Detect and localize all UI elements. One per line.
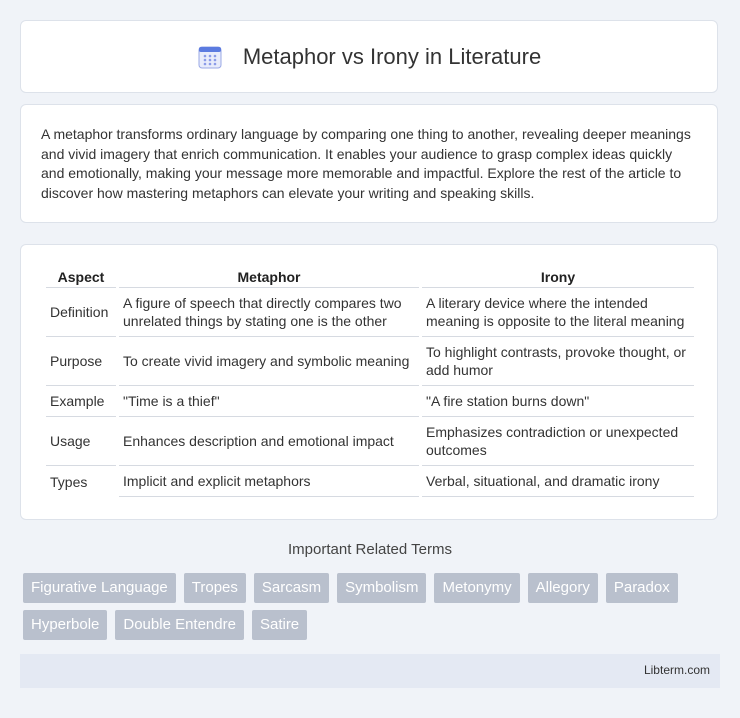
row-aspect: Example (46, 386, 116, 417)
row-aspect: Usage (46, 417, 116, 466)
calendar-grid-icon (197, 44, 223, 70)
row-aspect: Purpose (46, 337, 116, 386)
row-irony: A literary device where the intended meaning is opposite to the literal meaning (422, 288, 694, 337)
tag-tropes[interactable]: Tropes (184, 573, 246, 603)
comparison-card (20, 244, 718, 520)
tag-paradox[interactable]: Paradox (606, 573, 678, 603)
intro-text: A metaphor transforms ordinary language by comparing one thing to another, revealing deeper meanings and vivid imagery that enrich communication. It enables your audience to grasp complex ideas quickly and emotionally, making your message more memorable and impactful. Explore the rest of the article to discover how mastering metaphors can elevate your writing and speaking skills. (41, 126, 691, 201)
row-irony: Emphasizes contradiction or unexpected outcomes (422, 417, 694, 466)
header-irony: Irony (422, 263, 694, 288)
row-metaphor: Implicit and explicit metaphors (119, 466, 419, 497)
row-irony: "A fire station burns down" (422, 386, 694, 417)
header-aspect: Aspect (46, 263, 116, 288)
table-row (46, 337, 694, 386)
tag-figurative-language[interactable]: Figurative Language (23, 573, 176, 603)
row-metaphor: Enhances description and emotional impact (119, 417, 419, 466)
row-irony: To highlight contrasts, provoke thought, or add humor (422, 337, 694, 386)
related-terms-list (23, 573, 723, 640)
footer-brand[interactable]: Libterm.com (643, 663, 710, 677)
table-header-row (46, 263, 694, 288)
table-row (46, 417, 694, 466)
row-irony: Verbal, situational, and dramatic irony (422, 466, 694, 497)
tag-metonymy[interactable]: Metonymy (434, 573, 519, 603)
footer (20, 654, 720, 688)
tag-hyperbole[interactable]: Hyperbole (23, 610, 107, 640)
header-card (20, 20, 718, 93)
tag-symbolism[interactable]: Symbolism (337, 573, 426, 603)
related-terms-title: Important Related Terms (288, 541, 452, 558)
row-metaphor: To create vivid imagery and symbolic meaning (119, 337, 419, 386)
row-aspect: Types (50, 473, 88, 490)
table-row (46, 288, 694, 337)
intro-card (20, 104, 718, 223)
page-title: Metaphor vs Irony in Literature (242, 43, 542, 69)
row-aspect: Definition (46, 288, 116, 337)
tag-satire[interactable]: Satire (252, 610, 307, 640)
tag-double-entendre[interactable]: Double Entendre (115, 610, 244, 640)
tag-allegory[interactable]: Allegory (528, 573, 598, 603)
row-metaphor: A figure of speech that directly compares two unrelated things by stating one is the other (119, 288, 419, 337)
table-row (46, 386, 694, 417)
table-row (46, 466, 694, 497)
comparison-table (43, 263, 697, 497)
header-metaphor: Metaphor (119, 263, 419, 288)
tag-sarcasm[interactable]: Sarcasm (254, 573, 329, 603)
row-metaphor: "Time is a thief" (119, 386, 419, 417)
